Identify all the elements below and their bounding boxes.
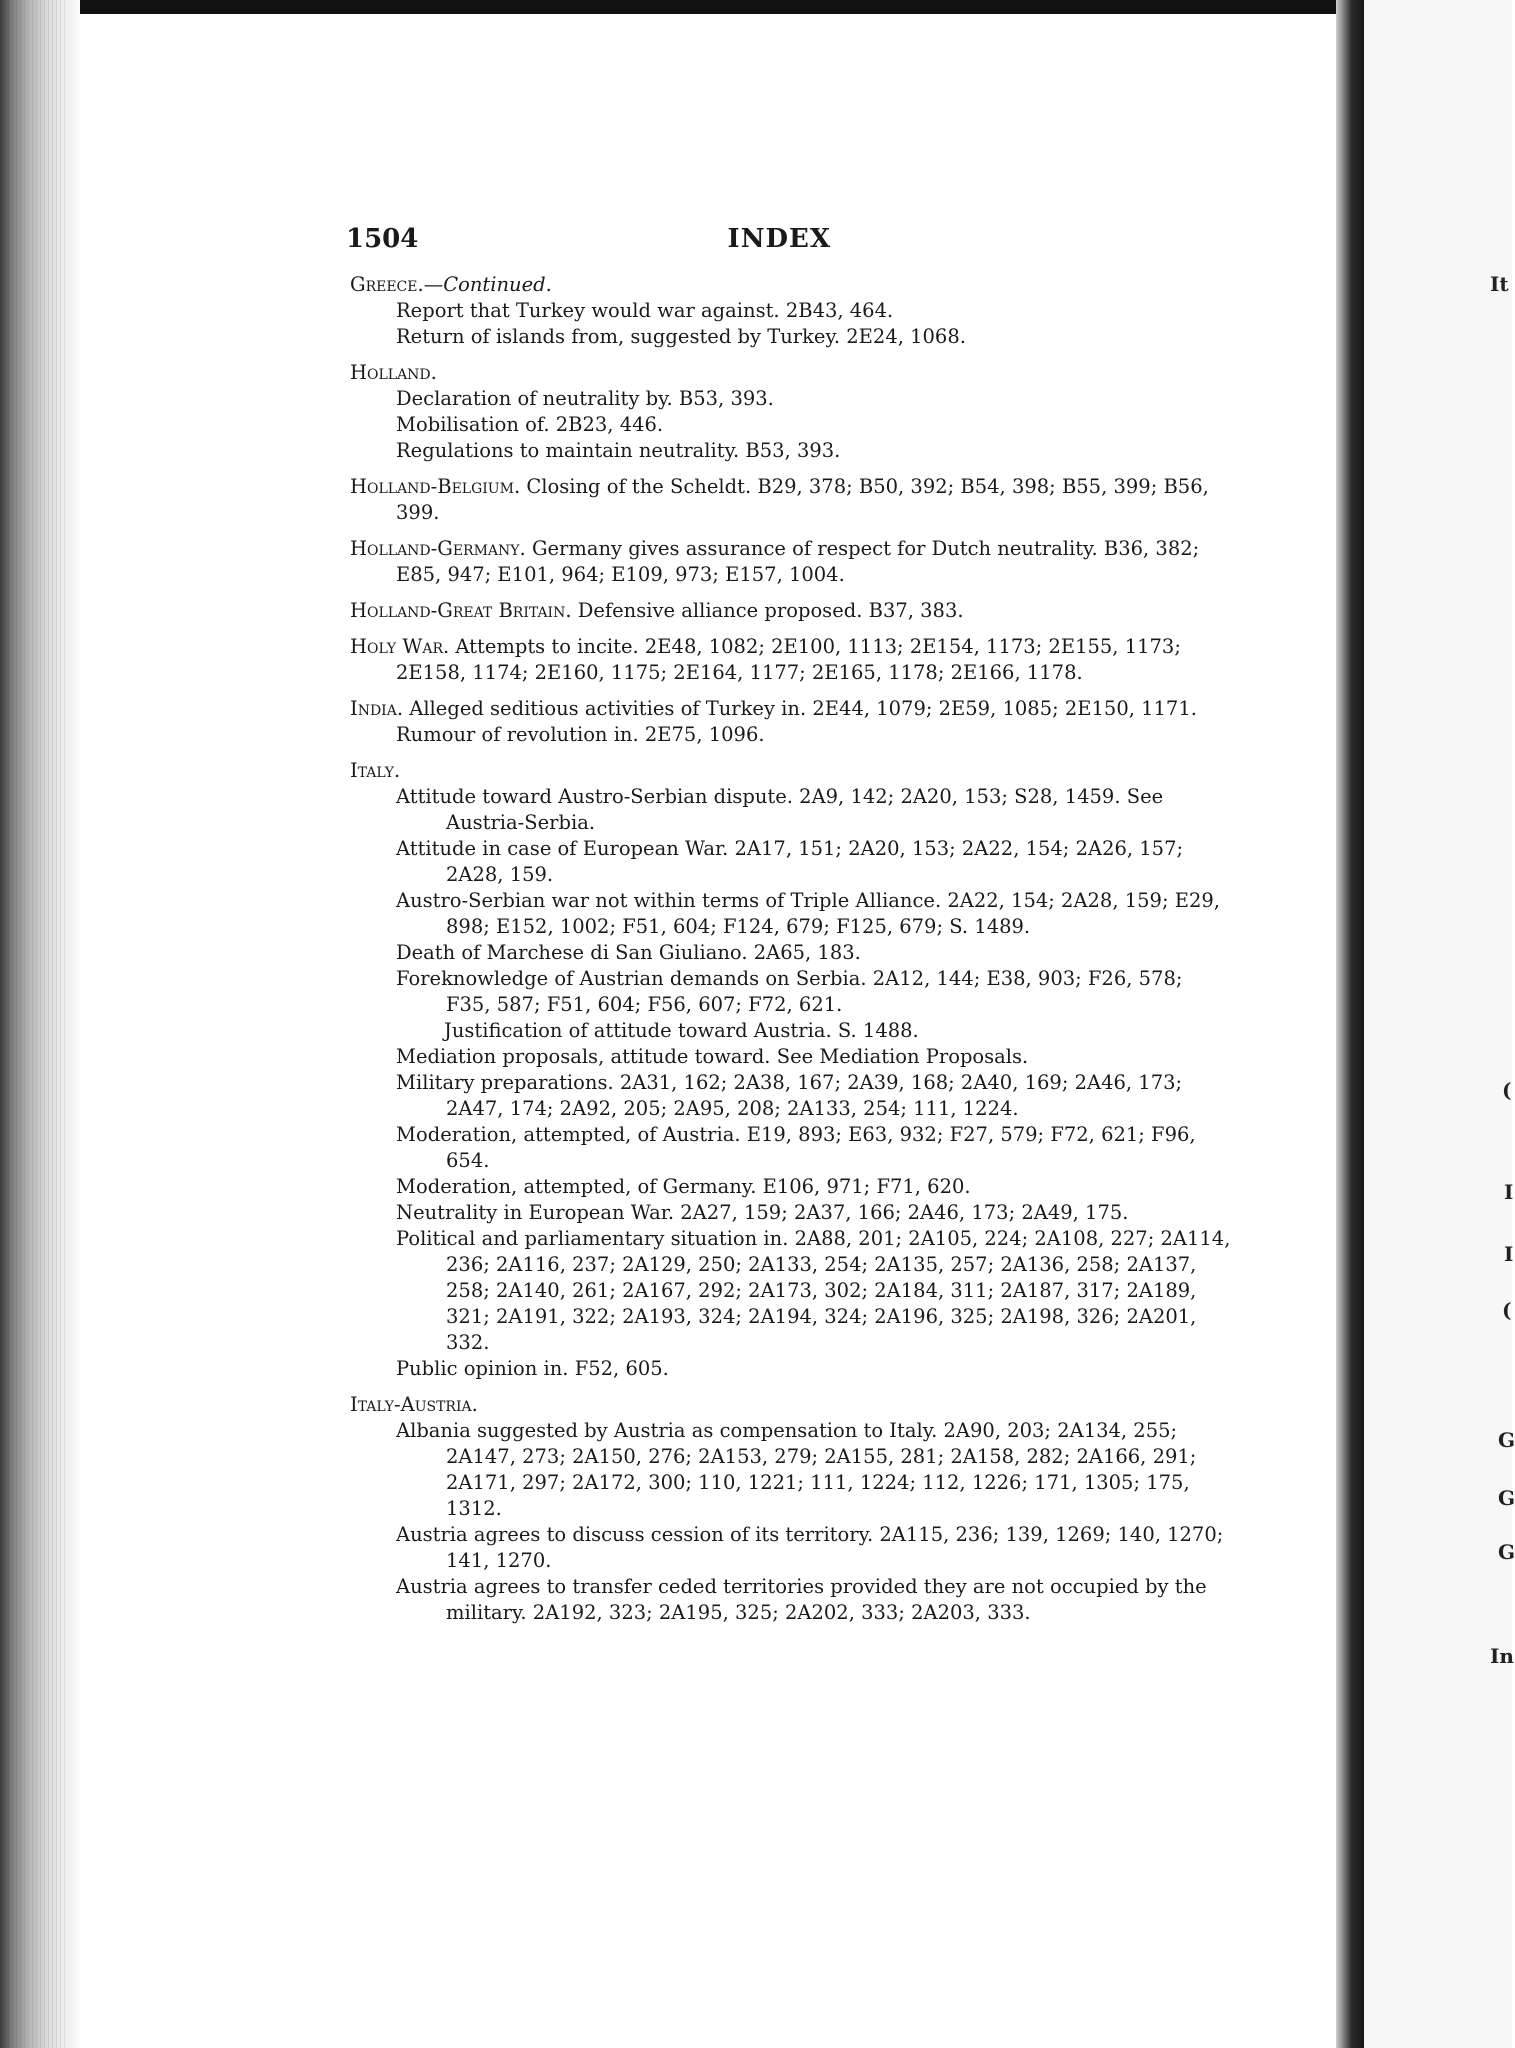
- entry-heading: India.: [350, 697, 404, 720]
- sub-entry: Attitude toward Austro-Serbian dispute. 2A9, 142; 2A20, 153; S28, 1459. See Austria-Serbia.: [396, 785, 1164, 834]
- facing-page-char: (: [1502, 1298, 1512, 1322]
- entry-text: Alleged seditious activities of Turkey in. 2E44, 1079; 2E59, 1085; 2E150, 1171.: [409, 697, 1197, 720]
- index-entry-india: [350, 696, 1232, 748]
- index-entry-holland: [350, 360, 1232, 464]
- entry-heading: Holland.: [350, 361, 437, 384]
- sub-entry: Neutrality in European War. 2A27, 159; 2A37, 166; 2A46, 173; 2A49, 175.: [396, 1201, 1129, 1224]
- sub-entry: Declaration of neutrality by. B53, 393.: [396, 387, 774, 410]
- entry-text: Closing of the Scheldt. B29, 378; B50, 392; B54, 398; B55, 399; B56, 399.: [396, 475, 1209, 524]
- sub-entry: Political and parliamentary situation in. 2A88, 201; 2A105, 224; 2A108, 227; 2A114, 236; 2A116, 237; 2A129, 250; 2A133, 254; 2A135, 257; 2A136, 258; 2A137, 258; 2A140, 261; 2A167, 292; 2A173, 302; 2A184, 311; 2A187, 317; 2A189, 321; 2A191, 322; 2A193, 324; 2A194, 324; 2A196, 325; 2A198, 326; 2A201, 332.: [396, 1227, 1231, 1354]
- entry-heading: Holland-Great Britain.: [350, 599, 572, 622]
- entry-text: Germany gives assurance of respect for Dutch neutrality. B36, 382; E85, 947; E101, 964; E109, 973; E157, 1004.: [396, 537, 1200, 586]
- sub-entry: Austria agrees to transfer ceded territories provided they are not occupied by the military. 2A192, 323; 2A195, 325; 2A202, 333; 2A203, 333.: [396, 1575, 1207, 1624]
- sub-entry: Austro-Serbian war not within terms of Triple Alliance. 2A22, 154; 2A28, 159; E29, 898; E152, 1002; F51, 604; F124, 679; F125, 679; S. 1489.: [396, 889, 1220, 938]
- entry-heading: Greece.—Continued.: [350, 273, 552, 296]
- sub-entry: Rumour of revolution in. 2E75, 1096.: [396, 723, 765, 746]
- entry-heading: Holland-Germany.: [350, 537, 526, 560]
- facing-page-char: G: [1498, 1486, 1515, 1510]
- sub-entry: Mediation proposals, attitude toward. See Mediation Proposals.: [396, 1045, 1029, 1068]
- page-header: [346, 224, 836, 258]
- facing-page-char: It: [1490, 272, 1509, 296]
- facing-page-char: In: [1490, 1644, 1514, 1668]
- sub-entry: Moderation, attempted, of Germany. E106, 971; F71, 620.: [396, 1175, 971, 1198]
- facing-page-char: I: [1504, 1180, 1514, 1204]
- sub-entry: Public opinion in. F52, 605.: [396, 1357, 669, 1380]
- sub-entry: Foreknowledge of Austrian demands on Serbia. 2A12, 144; E38, 903; F26, 578; F35, 587; F51, 604; F56, 607; F72, 621.: [396, 967, 1183, 1016]
- sub-entry: Death of Marchese di San Giuliano. 2A65, 183.: [396, 941, 861, 964]
- index-entry-greece: [350, 272, 1232, 350]
- scan-top-border: [0, 0, 1512, 14]
- sub-entry: Military preparations. 2A31, 162; 2A38, 167; 2A39, 168; 2A40, 169; 2A46, 173; 2A47, 174; 2A92, 205; 2A95, 208; 2A133, 254; 111, 1224.: [396, 1071, 1183, 1120]
- index-entry-holland-great-britain: [350, 598, 1232, 624]
- entry-text: Defensive alliance proposed. B37, 383.: [577, 599, 964, 622]
- book-gutter: [1336, 0, 1364, 2048]
- page-number: 1504: [346, 224, 419, 254]
- sub-entry: Austria agrees to discuss cession of its territory. 2A115, 236; 139, 1269; 140, 1270; 141, 1270.: [396, 1523, 1224, 1572]
- facing-page: [1364, 0, 1515, 2048]
- entry-heading: Italy.: [350, 759, 401, 782]
- sub-entry: Return of islands from, suggested by Turkey. 2E24, 1068.: [396, 325, 966, 348]
- sub-entry: Albania suggested by Austria as compensation to Italy. 2A90, 203; 2A134, 255; 2A147, 273; 2A150, 276; 2A153, 279; 2A155, 281; 2A158, 282; 2A166, 291; 2A171, 297; 2A172, 300; 110, 1221; 111, 1224; 112, 1226; 171, 1305; 175, 1312.: [396, 1419, 1197, 1520]
- sub-entry: Regulations to maintain neutrality. B53, 393.: [396, 439, 841, 462]
- entry-heading: Holland-Belgium.: [350, 475, 521, 498]
- entry-heading: Italy-Austria.: [350, 1393, 478, 1416]
- entry-heading: Holy War.: [350, 635, 450, 658]
- facing-page-char: I: [1504, 1242, 1514, 1266]
- book-page-edges: [0, 0, 80, 2048]
- page-title: INDEX: [727, 224, 831, 254]
- sub-entry: Mobilisation of. 2B23, 446.: [396, 413, 664, 436]
- index-body: [350, 272, 1232, 1626]
- sub-entry: Report that Turkey would war against. 2B43, 464.: [396, 299, 894, 322]
- sub-entry: Attitude in case of European War. 2A17, 151; 2A20, 153; 2A22, 154; 2A26, 157; 2A28, 159.: [396, 837, 1184, 886]
- sub-sub-entry: Justification of attitude toward Austria. S. 1488.: [444, 1019, 919, 1042]
- index-entry-italy-austria: [350, 1392, 1232, 1626]
- sub-entry: Moderation, attempted, of Austria. E19, 893; E63, 932; F27, 579; F72, 621; F96, 654.: [396, 1123, 1196, 1172]
- facing-page-char: G: [1498, 1540, 1515, 1564]
- entry-text: Attempts to incite. 2E48, 1082; 2E100, 1113; 2E154, 1173; 2E155, 1173; 2E158, 1174; 2E160, 1175; 2E164, 1177; 2E165, 1178; 2E166, 1178.: [396, 635, 1181, 684]
- index-entry-holy-war: [350, 634, 1232, 686]
- index-entry-holland-belgium: [350, 474, 1232, 526]
- facing-page-char: G: [1498, 1428, 1515, 1452]
- index-entry-italy: [350, 758, 1232, 1382]
- index-entry-holland-germany: [350, 536, 1232, 588]
- facing-page-char: (: [1502, 1078, 1512, 1102]
